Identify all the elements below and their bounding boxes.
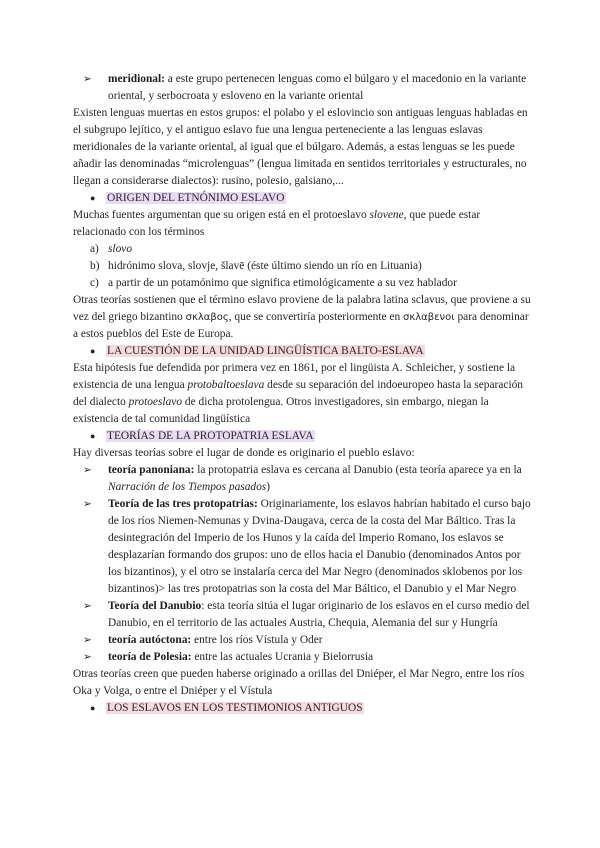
paragraph-balto-slavic: Esta hipótesis fue defendida por primera vez en 1861, por el lingüista A. Schleicher, y sostiene la existencia de una lengua protobaltoeslava desde su separación del indoeuropeo hasta la separación del dialecto protoeslavo de dicha protolengua. Otros investigadores, sin embargo, niegan la existencia de tal comunidad lingüística bbox=[73, 362, 524, 425]
list-item-a bbox=[73, 241, 533, 258]
paragraph-origin: Muchas fuentes argumentan que su origen está en el protoeslavo slovene, que puede estar relacionado con los términos bbox=[73, 209, 481, 238]
arrow-bullet-icon: ➢ bbox=[83, 498, 92, 510]
bullet-icon: ● bbox=[90, 193, 96, 203]
greek-word: σκλαβος bbox=[185, 312, 229, 323]
list-item-theory: ➢ Teoría del Danubio: esta teoría sitúa el lugar originario de los eslavos en el curso medio del Danubio, en el territorio de las actuales Austria, Chequia, Alemania del sur y Hungría bbox=[83, 600, 530, 629]
bullet-icon: ● bbox=[90, 431, 96, 441]
emphasis: protoeslavo bbox=[128, 396, 183, 408]
list-item-theory: ➢ teoría autóctona: entre los ríos Vístula y Oder bbox=[73, 632, 533, 649]
section-heading-homeland bbox=[73, 428, 533, 445]
list-item-theory: ➢ teoría de Polesia: entre las actuales Ucrania y Bielorrusia bbox=[73, 649, 533, 666]
theory-term: teoría panoniana: bbox=[108, 464, 195, 476]
paragraph-dead-languages: Existen lenguas muertas en estos grupos: el polabo y el eslovincio son antiguas lenguas habladas en el subgrupo lejítico, y el antiguo eslavo fue una lengua perteneciente a las lenguas eslavas meridionales de la variante oriental, al igual que el búlgaro. Además, a estas lenguas se les puede añadir las denominadas “microlenguas” (lengua limitada en sentidos territoriales y estructurales, no llegan a considerarse dialectos): rusino, polesio, galsiano,... bbox=[73, 107, 528, 187]
emphasis: Narración de los Tiempos pasados bbox=[108, 481, 267, 493]
bullet-icon: ● bbox=[90, 703, 96, 713]
list-marker: a) bbox=[90, 243, 99, 255]
arrow-bullet-icon: ➢ bbox=[83, 73, 92, 85]
bullet-icon: ● bbox=[90, 346, 96, 356]
list-item-b bbox=[73, 258, 533, 275]
list-item-text: hidrónimo slova, slovje, šlavē (éste último siendo un río en Lituania) bbox=[108, 260, 422, 272]
theory-term: Teoría del Danubio bbox=[108, 600, 202, 612]
list-item-theory: ➢ teoría panoniana: la protopatria eslava es cercana al Danubio (esta teoría aparece ya en la Narración de los Tiempos pasados) bbox=[83, 464, 522, 493]
list-item-c bbox=[73, 275, 533, 292]
paragraph-sclavus: Otras teorías sostienen que el término eslavo proviene de la palabra latina sclavus, que proviene a su vez del griego bizantino σκλαβος, que se convertiría posteriormente en σκλαβενοι para denominar a estos pueblos del Este de Europa. bbox=[73, 294, 531, 340]
heading-text: LOS ESLAVOS EN LOS TESTIMONIOS ANTIGUOS bbox=[107, 702, 363, 714]
arrow-bullet-icon: ➢ bbox=[83, 600, 92, 612]
greek-word: σκλαβενοι bbox=[403, 312, 455, 323]
text-meridional: a este grupo pertenecen lenguas como el búlgaro y el macedonio en la variante oriental, y serbocroata y esloveno en la variante oriental bbox=[108, 73, 527, 102]
section-heading-balto-slavic bbox=[73, 343, 533, 360]
document-body bbox=[73, 71, 533, 717]
heading-text: ORIGEN DEL ETNÓNIMO ESLAVO bbox=[107, 192, 285, 204]
heading-text: TEORÍAS DE LA PROTOPATRIA ESLAVA bbox=[107, 430, 314, 442]
emphasis: protobaltoeslava bbox=[187, 379, 265, 391]
section-heading-origin bbox=[73, 190, 533, 207]
list-item-text: slovo bbox=[108, 243, 133, 255]
arrow-bullet-icon: ➢ bbox=[83, 464, 92, 476]
term-meridional: meridional: bbox=[108, 73, 165, 85]
heading-text: LA CUESTIÓN DE LA UNIDAD LINGÜÍSTICA BALTO-ESLAVA bbox=[107, 345, 424, 357]
list-item-meridional bbox=[73, 71, 533, 105]
list-marker: c) bbox=[90, 277, 99, 289]
list-item-theory: ➢ Teoría de las tres protopatrias: Originariamente, los eslavos habrían habitado el curso bajo de los ríos Niemen-Nemunas y Dvina-Daugava, cerca de la costa del Mar Báltico. Tras la desintegración del Imperio de los Hunos y la caída del Imperio Romano, los eslavos se desplazarían formando dos grupos: uno de ellos hacia el Danubio (denominados Antos por los bizantinos), y el otro se instalaría cerca del Mar Negro (denominados sklobenos por los bizantinos)> las tres protopatrias son la costa del Mar Báltico, el Danubio y el Mar Negro bbox=[83, 498, 531, 595]
paragraph-other-theories: Otras teorías creen que pueden haberse originado a orillas del Dniéper, el Mar Negro, entre los ríos Oka y Volga, o entre el Dniéper y el Vístula bbox=[73, 668, 525, 697]
theory-term: Teoría de las tres protopatrias: bbox=[108, 498, 258, 510]
arrow-bullet-icon: ➢ bbox=[83, 634, 92, 646]
paragraph-theories-intro: Hay diversas teorías sobre el lugar de donde es originario el pueblo eslavo: bbox=[73, 447, 415, 459]
list-marker: b) bbox=[90, 260, 100, 272]
section-heading-testimonies bbox=[73, 700, 533, 717]
list-item-text: a partir de un potamónimo que significa etimológicamente a su vez hablador bbox=[108, 277, 457, 289]
emphasis: slovene bbox=[369, 209, 404, 221]
theory-term: teoría de Polesia: bbox=[108, 651, 192, 663]
theory-term: teoría autóctona: bbox=[108, 634, 192, 646]
arrow-bullet-icon: ➢ bbox=[83, 651, 92, 663]
